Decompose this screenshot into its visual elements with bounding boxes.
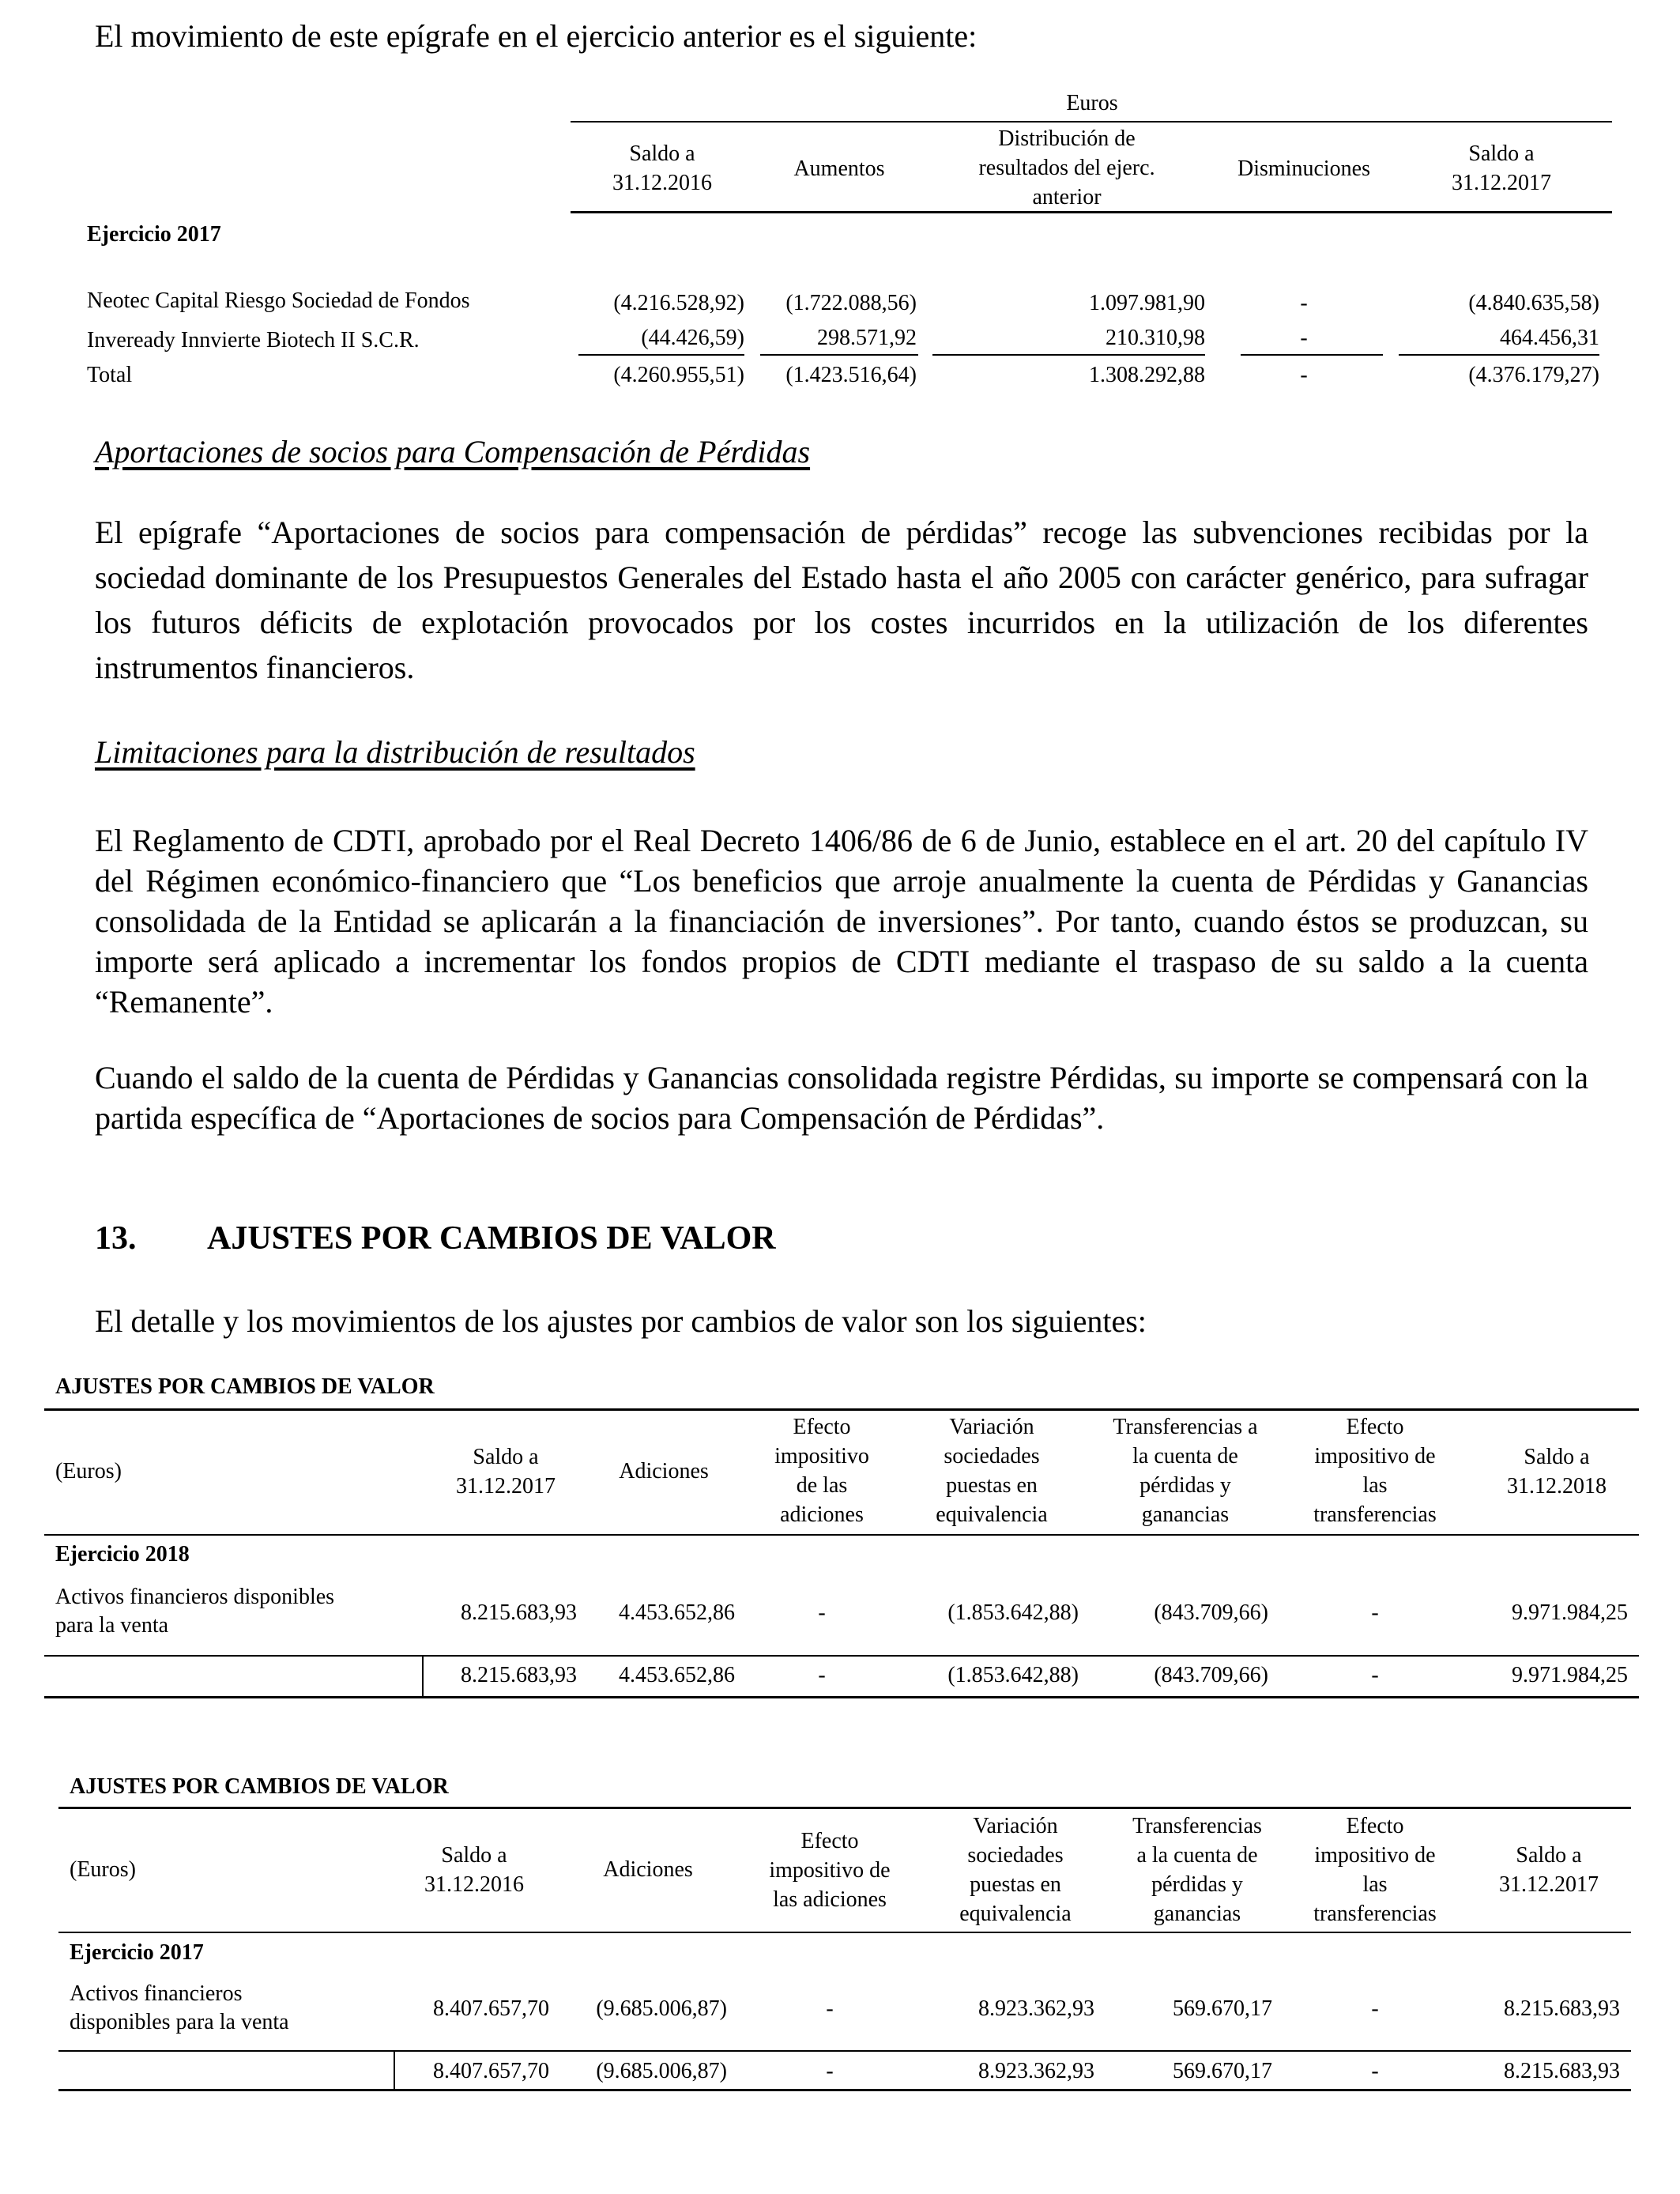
row-value: 8.215.683,93 [461,1600,577,1625]
row-value: - [1300,326,1308,350]
row-value: (9.685.006,87) [596,1996,727,2021]
row-value: - [1371,1600,1379,1625]
subtotal-rule [58,2050,1631,2052]
row-name: Activos financieros disponibles para la venta [55,1585,335,1638]
unit-label: (Euros) [55,1459,122,1483]
row-value: 1.097.981,90 [1089,291,1205,315]
total-value: 4.453.652,86 [619,1663,735,1687]
header-saldo-2018: Saldo a 31.12.2018 [1507,1445,1607,1498]
total-value: 8.215.683,93 [461,1663,577,1687]
row-value: (1.722.088,56) [785,291,917,315]
year-label: Ejercicio 2017 [87,222,221,247]
header-saldo-2017: Saldo a 31.12.2017 [1499,1843,1599,1897]
subtotal-rule [932,354,1205,356]
header-efecto-transferencias: Efecto impositivo de las transferencias [1313,1415,1437,1527]
total-value: (1.423.516,64) [785,363,917,387]
table-bottom-rule [58,2089,1631,2091]
row-value: 4.453.652,86 [619,1600,735,1625]
section-number: 13. [95,1220,137,1257]
row-value: (1.853.642,88) [947,1600,1079,1625]
limitaciones-body-1: El Reglamento de CDTI, aprobado por el Real Decreto 1406/86 de 6 de Junio, establece en el art. 20 del capítulo IV del Régimen económico-financiero que “Los beneficios que arroje anualmente la cuenta de Pérdidas y Ganancias consolidada de la Entidad se aplicarán a la financiación de inversiones”. Por tanto, cuando éstos se produzcan, su importe será aplicado a incrementar los fondos propios de CDTI mediante el traspaso de su saldo a la cuenta “Remanente”. [95,823,1588,1020]
year-label: Ejercicio 2018 [55,1542,190,1566]
header-distribucion: Distribución de resultados del ejerc. anterior [978,126,1155,209]
total-value: 569.670,17 [1173,2059,1272,2083]
header-adiciones: Adiciones [619,1459,709,1483]
row-value: (4.216.528,92) [613,291,744,315]
row-value: 464.456,31 [1500,326,1599,350]
total-value: (843.709,66) [1154,1663,1268,1687]
currency-label: Euros [1066,91,1118,115]
header-saldo-2016: Saldo a 31.12.2016 [424,1843,524,1897]
row-value: - [818,1600,826,1625]
header-variacion: Variación sociedades puestas en equivalencia [936,1415,1048,1527]
total-value: (4.260.955,51) [613,363,744,387]
total-value: - [1371,1663,1379,1687]
header-efecto-adiciones: Efecto impositivo de las adiciones [774,1415,869,1527]
total-value: 8.215.683,93 [1504,2059,1620,2083]
currency-rule [571,121,1612,123]
table-top-rule [44,1408,1639,1411]
row-value: - [826,1996,834,2021]
table-caption: AJUSTES POR CAMBIOS DE VALOR [70,1774,449,1799]
row-value: 298.571,92 [817,326,917,350]
header-variacion: Variación sociedades puestas en equivalencia [959,1814,1072,1926]
table-bottom-rule [44,1696,1639,1698]
total-value: 1.308.292,88 [1089,363,1205,387]
header-efecto-adiciones: Efecto impositivo de las adiciones [769,1829,891,1912]
aportaciones-heading: Aportaciones de socios para Compensación de Pérdidas [95,434,811,469]
header-rule [44,1534,1639,1536]
total-divider [422,1655,424,1698]
table-top-rule [58,1807,1631,1809]
aportaciones-body: El epígrafe “Aportaciones de socios para compensación de pérdidas” recoge las subvenciones recibidas por la sociedad dominante de los Presupuestos Generales del Estado hasta el año 2005 con carácter genérico, para sufragar los futuros déficits de explotación provocados por los costes incurridos en la utilización de los diferentes instrumentos financieros. [95,515,1588,685]
unit-label: (Euros) [70,1857,136,1882]
total-value: - [818,1663,826,1687]
row-value: 569.670,17 [1173,1996,1272,2021]
limitaciones-body-2: Cuando el saldo de la cuenta de Pérdidas y Ganancias consolidada registre Pérdidas, su importe se compensará con la partida específica de “Aportaciones de socios para Compensación de Pérdidas”. [95,1060,1588,1136]
subtotal-rule [578,354,744,356]
row-value: - [1300,291,1308,315]
header-transferencias: Transferencias a la cuenta de pérdidas y ganancias [1113,1415,1258,1527]
total-value: 9.971.984,25 [1512,1663,1628,1687]
total-value: 8.923.362,93 [978,2059,1094,2083]
row-value: (44.426,59) [641,326,744,350]
row-value: 8.923.362,93 [978,1996,1094,2021]
row-value: 8.407.657,70 [433,1996,549,2021]
header-disminuciones: Disminuciones [1237,156,1370,181]
row-value: (843.709,66) [1154,1600,1268,1625]
row-value: - [1371,1996,1379,2021]
row-value: 9.971.984,25 [1512,1600,1628,1625]
total-value: - [1300,363,1308,387]
section-intro: El detalle y los movimientos de los ajustes por cambios de valor son los siguientes: [95,1303,1147,1339]
row-name: Inveready Innvierte Biotech II S.C.R. [87,328,420,352]
row-name: Neotec Capital Riesgo Sociedad de Fondos [87,288,470,313]
row-value: 8.215.683,93 [1504,1996,1620,2021]
year-label: Ejercicio 2017 [70,1940,204,1965]
header-saldo-2017: Saldo a 31.12.2017 [456,1445,556,1498]
section-title: AJUSTES POR CAMBIOS DE VALOR [207,1220,776,1257]
subtotal-rule [760,354,918,356]
subtotal-rule [1399,354,1599,356]
intro-text: El movimiento de este epígrafe en el ejercicio anterior es el siguiente: [95,18,977,54]
header-saldo-2016: Saldo a 31.12.2016 [612,141,712,195]
row-value: (4.840.635,58) [1468,291,1599,315]
limitaciones-heading: Limitaciones para la distribución de resultados [95,734,695,770]
table-caption: AJUSTES POR CAMBIOS DE VALOR [55,1374,435,1399]
header-aumentos: Aumentos [793,156,885,181]
header-rule [58,1932,1631,1933]
row-name: Activos financieros disponibles para la venta [70,1981,289,2034]
total-value: - [826,2059,834,2083]
subtotal-rule [44,1655,1639,1657]
header-rule [571,211,1612,213]
total-value: (4.376.179,27) [1468,363,1599,387]
total-value: - [1371,2059,1379,2083]
header-saldo-2017: Saldo a 31.12.2017 [1452,141,1551,195]
total-value: (9.685.006,87) [596,2059,727,2083]
header-transferencias: Transferencias a la cuenta de pérdidas y ganancias [1132,1814,1262,1926]
row-value: 210.310,98 [1106,326,1205,350]
total-value: 8.407.657,70 [433,2059,549,2083]
total-value: (1.853.642,88) [947,1663,1079,1687]
header-adiciones: Adiciones [603,1857,693,1882]
total-label: Total [87,363,133,387]
header-efecto-transferencias: Efecto impositivo de las transferencias [1313,1814,1437,1926]
subtotal-rule [1241,354,1383,356]
